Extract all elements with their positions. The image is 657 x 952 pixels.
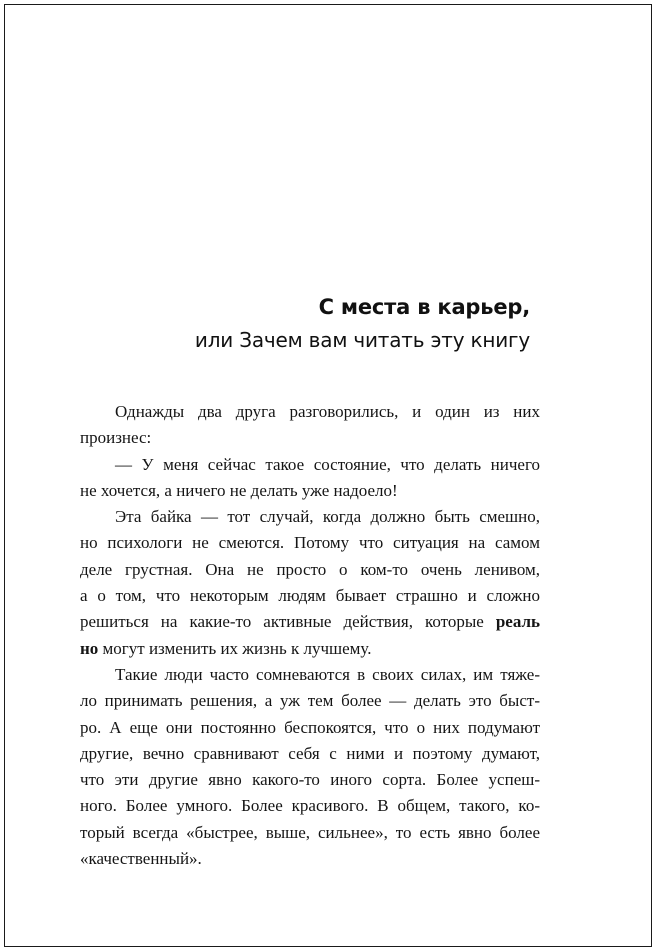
text-line: ного. Более умного. Более красивого. В общем, такого, ко-	[80, 796, 540, 816]
paragraph-4	[80, 662, 540, 872]
text-line: Однажды два друга разговорились, и один из них	[115, 402, 540, 421]
text-line: «качественный».	[80, 849, 202, 869]
text-line: ло принимать решения, а уж тем более — делать это быст-	[80, 691, 540, 711]
text-line: не хочется, а ничего не делать уже надоело!	[80, 480, 398, 500]
text-line: произнес:	[80, 428, 152, 448]
text-line-with-bold	[80, 636, 540, 662]
text-line: — У меня сейчас такое состояние, что делать ничего	[115, 454, 540, 474]
text-line: что эти другие явно какого-то иного сорта. Более успеш-	[80, 770, 540, 790]
bold-word-part: реаль	[495, 612, 540, 632]
text-line: торый всегда «быстрее, выше, сильнее», то есть явно более	[80, 822, 540, 842]
text-segment: могут изменить их жизнь к лучшему.	[98, 638, 372, 658]
text-line-with-bold	[80, 609, 540, 635]
text-line: но психологи не смеются. Потому что ситуация на самом	[80, 533, 540, 553]
text-line: Эта байка — тот случай, когда должно быть смешно,	[115, 507, 540, 527]
chapter-heading	[195, 291, 530, 357]
paragraph-2	[80, 452, 540, 505]
chapter-title: С места в карьер,	[318, 295, 530, 319]
paragraph-1	[80, 399, 540, 452]
text-line: а о том, что некоторым людям бывает страшно и сложно	[80, 586, 540, 606]
body-text	[80, 399, 540, 872]
text-line: ро. А еще они постоянно беспокоятся, что о них подумают	[80, 717, 540, 737]
text-line: Такие люди часто сомневаются в своих силах, им тяже-	[115, 664, 540, 684]
text-line: деле грустная. Она не просто о ком-то очень ленивом,	[80, 559, 540, 579]
chapter-subtitle: или Зачем вам читать эту книгу	[194, 328, 530, 352]
paragraph-3	[80, 504, 540, 662]
text-line: другие, вечно сравнивают себя с ними и поэтому думают,	[80, 743, 540, 763]
bold-word-part: но	[80, 638, 99, 658]
text-segment: решиться на какие-то активные действия, которые	[80, 612, 484, 632]
